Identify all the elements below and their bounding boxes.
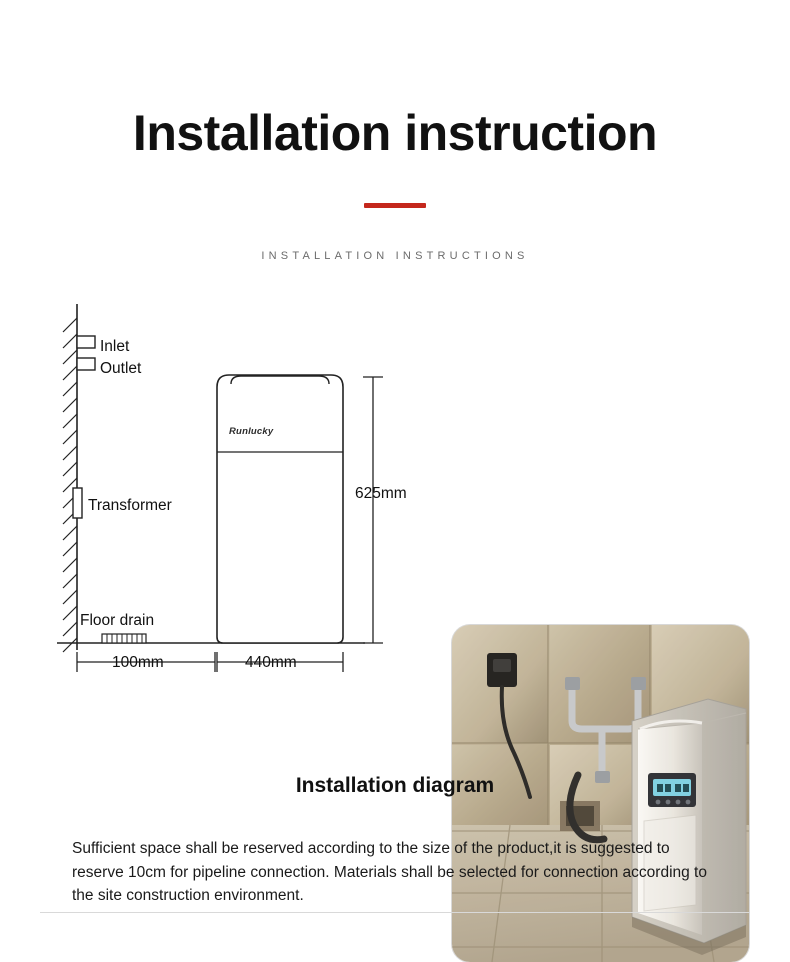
product-brand-mark: Runlucky [229,425,274,437]
diagram-label-inlet: Inlet [100,337,130,355]
page-title: Installation instruction [132,104,658,161]
diagram-label-transformer: Transformer [88,497,172,514]
diagram-caption: Installation diagram [295,773,495,797]
page-subtitle: INSTALLATION INSTRUCTIONS [261,249,529,262]
diagram-dimension-gap: 100mm [112,653,164,671]
instruction-paragraph: Sufficient space shall be reserved according to the size of the product,it is suggested to reserve 10cm for pipeline connection. Materials shall be selected for connection according to the site construction environment. [72,840,707,905]
diagram-dimension-height: 625mm [355,484,407,502]
diagram-dimension-width: 440mm [245,653,297,671]
title-divider [364,203,426,208]
installation-instruction-page [0,34,790,927]
installation-diagram [55,302,445,702]
diagram-label-floor-drain: Floor drain [80,611,155,629]
diagram-label-outlet: Outlet [100,359,142,377]
footer-divider [40,912,750,913]
content-row [0,302,790,702]
